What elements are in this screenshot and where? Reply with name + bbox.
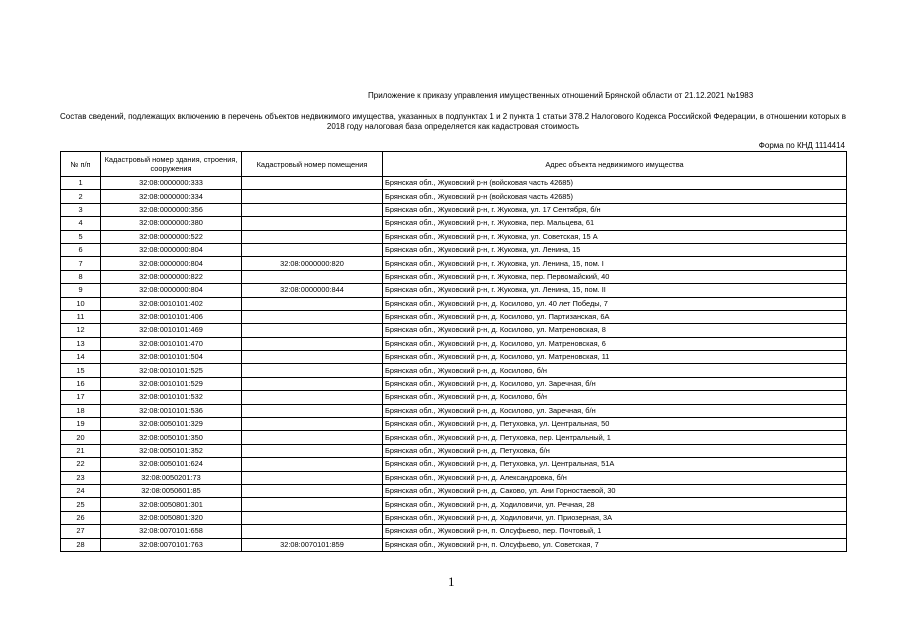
cell-room (242, 310, 383, 323)
cell-room (242, 243, 383, 256)
table-row (61, 484, 847, 497)
cell-num: 11 (61, 310, 101, 323)
cell-address: Брянская обл., Жуковский р-н, п. Олсуфьево, ул. Советская, 7 (383, 538, 847, 551)
cell-room (242, 203, 383, 216)
cell-address: Брянская обл., Жуковский р-н, д. Косилово, б/н (383, 364, 847, 377)
table-row (61, 511, 847, 524)
cell-address: Брянская обл., Жуковский р-н, д. Косилово, ул. Заречная, б/н (383, 377, 847, 390)
cell-cadastral: 32:08:0000000:822 (101, 270, 242, 283)
cell-num: 25 (61, 498, 101, 511)
cell-num: 12 (61, 324, 101, 337)
cell-cadastral: 32:08:0000000:522 (101, 230, 242, 243)
cell-room (242, 270, 383, 283)
cell-room: 32:08:0070101:859 (242, 538, 383, 551)
header-cadastral: Кадастровый номер здания, строения, сооружения (101, 152, 242, 177)
cell-address: Брянская обл., Жуковский р-н, д. Петуховка, б/н (383, 444, 847, 457)
cell-cadastral: 32:08:0000000:804 (101, 284, 242, 297)
header-address: Адрес объекта недвижимого имущества (383, 152, 847, 177)
cell-num: 6 (61, 243, 101, 256)
cell-num: 15 (61, 364, 101, 377)
cell-room (242, 364, 383, 377)
cell-room (242, 297, 383, 310)
cell-cadastral: 32:08:0000000:333 (101, 177, 242, 190)
cell-room (242, 471, 383, 484)
table-row (61, 471, 847, 484)
table-row (61, 177, 847, 190)
cell-num: 7 (61, 257, 101, 270)
table-row (61, 217, 847, 230)
cell-address: Брянская обл., Жуковский р-н, д. Косилово, б/н (383, 391, 847, 404)
table-row (61, 190, 847, 203)
cell-room (242, 337, 383, 350)
cell-room (242, 484, 383, 497)
table-header-row (61, 152, 847, 177)
cell-cadastral: 32:08:0050101:329 (101, 418, 242, 431)
cell-cadastral: 32:08:0000000:380 (101, 217, 242, 230)
cell-room (242, 177, 383, 190)
cell-address: Брянская обл., Жуковский р-н, г. Жуковка, ул. 17 Сентября, б/н (383, 203, 847, 216)
table-row (61, 310, 847, 323)
cell-address: Брянская обл., Жуковский р-н (войсковая часть 42685) (383, 177, 847, 190)
cell-num: 19 (61, 418, 101, 431)
table-row (61, 458, 847, 471)
page-number: 1 (448, 574, 455, 589)
cell-num: 9 (61, 284, 101, 297)
table-body (61, 177, 847, 552)
cell-num: 1 (61, 177, 101, 190)
cell-num: 27 (61, 525, 101, 538)
table-row (61, 297, 847, 310)
document-heading: Состав сведений, подлежащих включению в перечень объектов недвижимого имущества, указанных в подпунктах 1 и 2 пункта 1 статьи 378.2 Налогового Кодекса Российской Федерации, в отношении которых в 2018 году налоговая база определяется как кадастровая стоимость (60, 112, 846, 131)
cell-cadastral: 32:08:0070101:763 (101, 538, 242, 551)
cell-cadastral: 32:08:0010101:470 (101, 337, 242, 350)
cell-address: Брянская обл., Жуковский р-н, г. Жуковка, пер. Первомайский, 40 (383, 270, 847, 283)
table-row (61, 391, 847, 404)
cell-num: 24 (61, 484, 101, 497)
cell-room (242, 391, 383, 404)
table-row (61, 324, 847, 337)
form-code: Форма по КНД 1114414 (758, 141, 845, 150)
table-row (61, 284, 847, 297)
cell-num: 17 (61, 391, 101, 404)
cell-num: 3 (61, 203, 101, 216)
cell-room (242, 458, 383, 471)
cell-address: Брянская обл., Жуковский р-н, д. Косилово, ул. Заречная, б/н (383, 404, 847, 417)
cell-num: 28 (61, 538, 101, 551)
cell-address: Брянская обл., Жуковский р-н, д. Петуховка, пер. Центральный, 1 (383, 431, 847, 444)
cell-cadastral: 32:08:0010101:504 (101, 351, 242, 364)
cell-cadastral: 32:08:0000000:804 (101, 257, 242, 270)
cell-cadastral: 32:08:0000000:356 (101, 203, 242, 216)
cell-address: Брянская обл., Жуковский р-н, д. Косилово, ул. Матреновская, 6 (383, 337, 847, 350)
cell-address: Брянская обл., Жуковский р-н, д. Косилово, ул. 40 лет Победы, 7 (383, 297, 847, 310)
cell-cadastral: 32:08:0010101:406 (101, 310, 242, 323)
table-row (61, 431, 847, 444)
cell-cadastral: 32:08:0050101:352 (101, 444, 242, 457)
cell-num: 2 (61, 190, 101, 203)
appendix-line: Приложение к приказу управления имущественных отношений Брянской области от 21.12.2021 №1983 (368, 91, 754, 100)
table-row (61, 377, 847, 390)
cell-address: Брянская обл., Жуковский р-н, д. Ходиловичи, ул. Приозерная, 3А (383, 511, 847, 524)
cell-room (242, 404, 383, 417)
cell-room (242, 324, 383, 337)
cell-num: 16 (61, 377, 101, 390)
table-row (61, 257, 847, 270)
cell-num: 10 (61, 297, 101, 310)
cell-room (242, 230, 383, 243)
cell-room (242, 431, 383, 444)
cell-room (242, 525, 383, 538)
cell-address: Брянская обл., Жуковский р-н, г. Жуковка, пер. Мальцева, 61 (383, 217, 847, 230)
cell-num: 20 (61, 431, 101, 444)
cell-room (242, 498, 383, 511)
cell-address: Брянская обл., Жуковский р-н, г. Жуковка, ул. Ленина, 15, пом. II (383, 284, 847, 297)
cell-room (242, 444, 383, 457)
table-row (61, 418, 847, 431)
table-row (61, 404, 847, 417)
cell-num: 13 (61, 337, 101, 350)
cell-address: Брянская обл., Жуковский р-н, г. Жуковка, ул. Ленина, 15 (383, 243, 847, 256)
table-row (61, 364, 847, 377)
cell-address: Брянская обл., Жуковский р-н, д. Косилово, ул. Матреновская, 8 (383, 324, 847, 337)
header-num: № п/п (61, 152, 101, 177)
cell-num: 23 (61, 471, 101, 484)
cell-num: 22 (61, 458, 101, 471)
table-row (61, 203, 847, 216)
cell-address: Брянская обл., Жуковский р-н, г. Жуковка, ул. Ленина, 15, пом. I (383, 257, 847, 270)
table-row (61, 337, 847, 350)
cell-address: Брянская обл., Жуковский р-н, д. Ходиловичи, ул. Речная, 28 (383, 498, 847, 511)
cell-address: Брянская обл., Жуковский р-н, д. Саково, ул. Ани Горностаевой, 30 (383, 484, 847, 497)
cell-cadastral: 32:08:0010101:469 (101, 324, 242, 337)
cell-cadastral: 32:08:0050201:73 (101, 471, 242, 484)
property-table (60, 151, 847, 552)
cell-address: Брянская обл., Жуковский р-н, д. Косилово, ул. Партизанская, 6А (383, 310, 847, 323)
cell-address: Брянская обл., Жуковский р-н (войсковая часть 42685) (383, 190, 847, 203)
table-row (61, 243, 847, 256)
cell-address: Брянская обл., Жуковский р-н, д. Александровка, б/н (383, 471, 847, 484)
cell-address: Брянская обл., Жуковский р-н, г. Жуковка, ул. Советская, 15 А (383, 230, 847, 243)
cell-address: Брянская обл., Жуковский р-н, д. Косилово, ул. Матреновская, 11 (383, 351, 847, 364)
cell-cadastral: 32:08:0050101:624 (101, 458, 242, 471)
table-row (61, 525, 847, 538)
header-room: Кадастровый номер помещения (242, 152, 383, 177)
cell-cadastral: 32:08:0050601:85 (101, 484, 242, 497)
cell-num: 5 (61, 230, 101, 243)
cell-room: 32:08:0000000:844 (242, 284, 383, 297)
cell-address: Брянская обл., Жуковский р-н, д. Петуховка, ул. Центральная, 50 (383, 418, 847, 431)
table-row (61, 270, 847, 283)
cell-num: 18 (61, 404, 101, 417)
cell-room (242, 377, 383, 390)
cell-address: Брянская обл., Жуковский р-н, п. Олсуфьево, пер. Почтовый, 1 (383, 525, 847, 538)
cell-room (242, 351, 383, 364)
cell-cadastral: 32:08:0010101:532 (101, 391, 242, 404)
cell-num: 8 (61, 270, 101, 283)
cell-room: 32:08:0000000:820 (242, 257, 383, 270)
cell-cadastral: 32:08:0050801:320 (101, 511, 242, 524)
table-row (61, 538, 847, 551)
cell-cadastral: 32:08:0050801:301 (101, 498, 242, 511)
cell-room (242, 418, 383, 431)
table-row (61, 351, 847, 364)
cell-cadastral: 32:08:0000000:804 (101, 243, 242, 256)
cell-room (242, 190, 383, 203)
cell-cadastral: 32:08:0010101:529 (101, 377, 242, 390)
cell-cadastral: 32:08:0010101:525 (101, 364, 242, 377)
cell-address: Брянская обл., Жуковский р-н, д. Петуховка, ул. Центральная, 51А (383, 458, 847, 471)
cell-cadastral: 32:08:0050101:350 (101, 431, 242, 444)
cell-cadastral: 32:08:0010101:536 (101, 404, 242, 417)
table-row (61, 498, 847, 511)
cell-room (242, 511, 383, 524)
cell-num: 21 (61, 444, 101, 457)
table-row (61, 230, 847, 243)
cell-cadastral: 32:08:0070101:658 (101, 525, 242, 538)
cell-cadastral: 32:08:0000000:334 (101, 190, 242, 203)
table-row (61, 444, 847, 457)
cell-num: 26 (61, 511, 101, 524)
cell-room (242, 217, 383, 230)
cell-cadastral: 32:08:0010101:402 (101, 297, 242, 310)
cell-num: 4 (61, 217, 101, 230)
cell-num: 14 (61, 351, 101, 364)
